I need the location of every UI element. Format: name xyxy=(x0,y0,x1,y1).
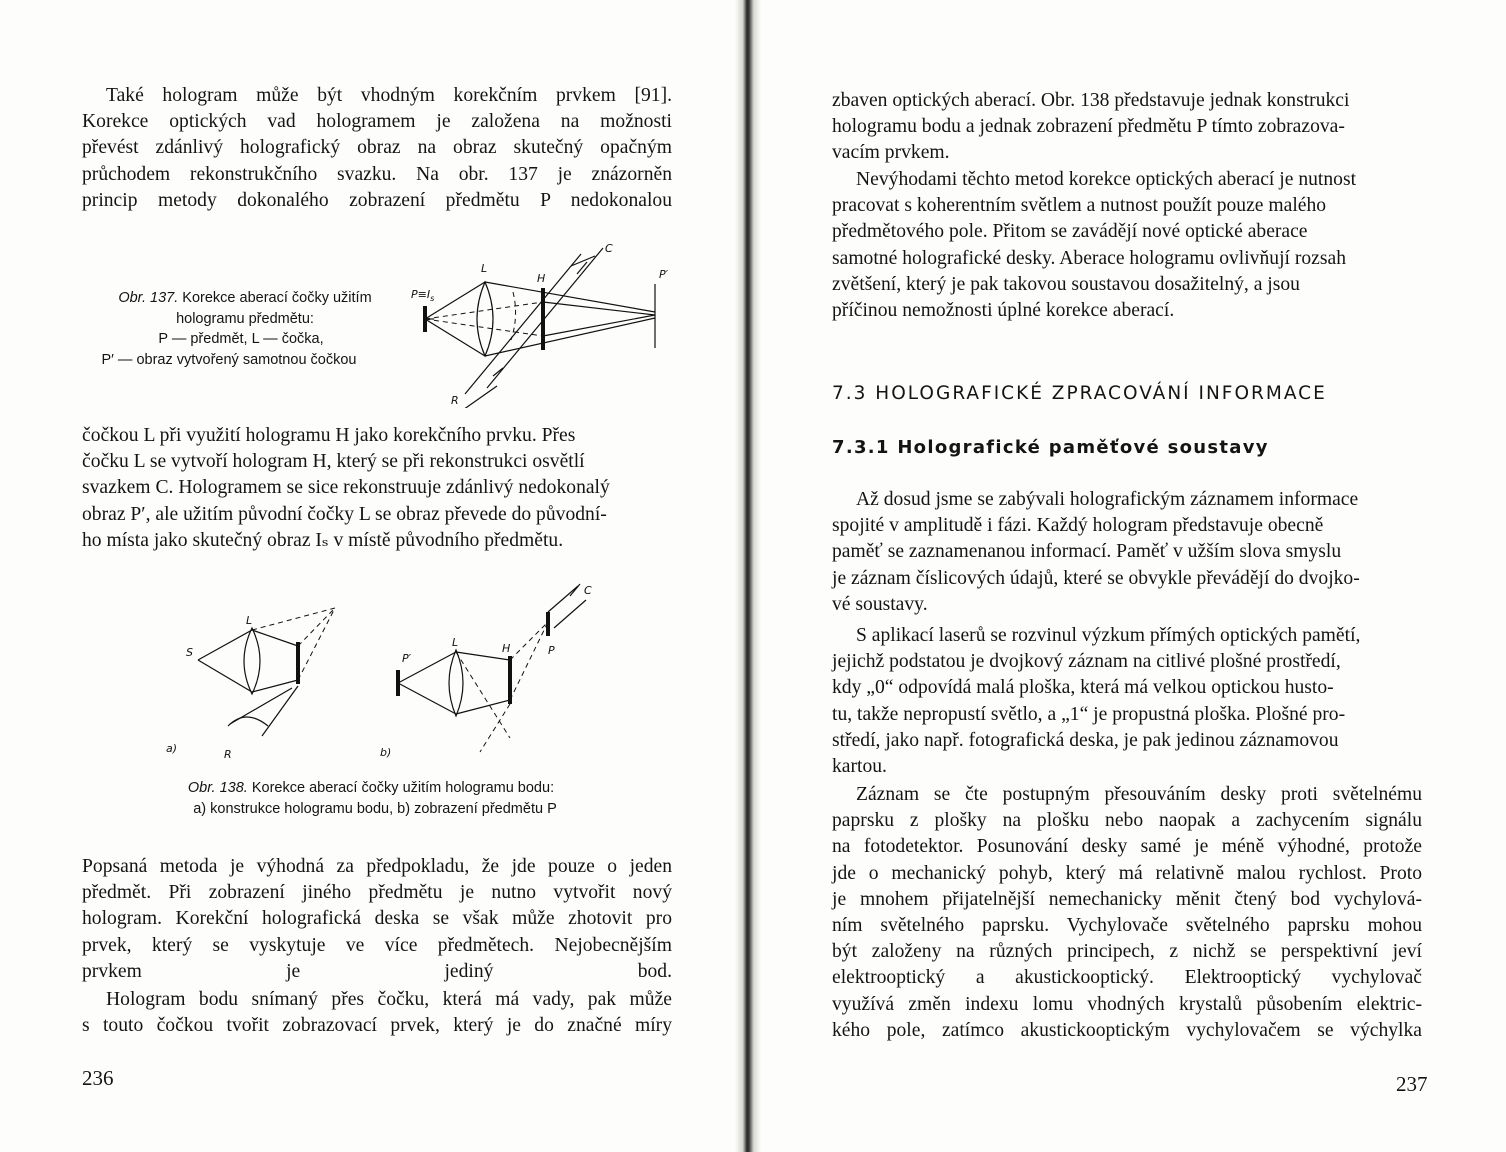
label-b: b) xyxy=(380,746,392,759)
label-h: H xyxy=(502,642,511,655)
left-page xyxy=(0,0,738,1152)
text-line: využívá změn indexu lomu vhodných krystalů působením elektric- xyxy=(832,993,1422,1015)
beam-c-arrow xyxy=(577,262,587,274)
subsection-heading: 7.3.1 Holografické paměťové soustavy xyxy=(832,437,1269,458)
beam-r-line xyxy=(460,386,497,408)
ray-line xyxy=(456,652,510,738)
caption-line: Korekce aberací čočky užitím xyxy=(182,290,372,306)
text-line: Popsaná metoda je výhodná za předpokladu, že jde pouze o jeden xyxy=(82,856,672,877)
figure-137-diagram xyxy=(405,236,680,408)
ray-line xyxy=(425,319,485,356)
label-r: R xyxy=(224,748,232,761)
text-line: prvkem je jediný bod. xyxy=(82,960,672,982)
text-line: elektrooptický a akustickooptický. Elektrooptický vychylovač xyxy=(832,967,1422,989)
section-heading: 7.3 HOLOGRAFICKÉ ZPRACOVÁNÍ INFORMACE xyxy=(832,383,1327,404)
figure-138-diagram xyxy=(150,576,620,768)
text-line: být založeny na různých principech, z nichž se perspektivní jeví xyxy=(832,941,1422,963)
figure-138-label: Obr. 138. xyxy=(187,780,248,796)
text-line: je záznam číslicových údajů, které se obvykle převádějí do dvojko- xyxy=(832,567,1360,589)
figure-137-label: Obr. 137. xyxy=(118,290,179,306)
label-h: H xyxy=(537,272,546,285)
beam-r-line xyxy=(262,686,298,736)
text-line: jejichž podstatou je dvojkový záznam na citlivé plošné prostředí, xyxy=(832,651,1341,673)
label-p-prime: P′ xyxy=(659,268,669,281)
page-number: 237 xyxy=(1396,1072,1428,1096)
figure-137-caption xyxy=(82,288,400,370)
beam-c-line xyxy=(548,586,578,612)
text-line: S aplikací laserů se rozvinul výzkum přímých optických pamětí, xyxy=(856,625,1361,646)
text-line: předmětového pole. Přitom se zavádějí nové optické aberace xyxy=(832,221,1308,243)
ray-line xyxy=(425,302,543,319)
text-line: kartou. xyxy=(832,756,887,778)
text-line: Až dosud jsme se zabývali holografickým záznamem informace xyxy=(856,489,1359,510)
left-paragraph-1 xyxy=(82,83,672,214)
label-c: C xyxy=(605,242,613,255)
ray-line xyxy=(510,622,548,700)
ray-line xyxy=(543,315,655,336)
text-line: Nevýhodami těchto metod korekce optických aberací je nutnost xyxy=(856,169,1357,190)
text-line: je mnohem přijatelnější nemechanicky měnit čtený bod vychylová- xyxy=(832,888,1422,910)
text-line: s touto čočkou tvořit zobrazovací prvek, který je do značné míry xyxy=(82,1015,672,1037)
text-line: zvětšení, který je pak takovou soustavou dosažitelný, a jsou xyxy=(832,273,1300,295)
text-line: hologramu bodu a jednak zobrazení předmětu P tímto zobrazova- xyxy=(832,116,1345,138)
ray-line xyxy=(252,630,298,646)
text-line: kého pole, zatímco akustickooptickým vychylovačem se výchylka xyxy=(832,1019,1422,1041)
ray-line xyxy=(298,608,335,646)
lens-shape xyxy=(244,628,260,694)
right-paragraph-2 xyxy=(832,167,1422,324)
label-p: P xyxy=(548,644,555,657)
ray-line xyxy=(252,608,335,630)
lens-shape xyxy=(477,282,493,356)
text-line: čočkou L při využití hologramu H jako korekčního prvku. Přes xyxy=(82,425,576,446)
text-line: ním světelného paprsku. Vychylovače světelného paprsku mohou xyxy=(832,915,1422,937)
label-c: C xyxy=(584,584,592,597)
label-l: L xyxy=(246,614,253,627)
text-line: jde o mechanický pohyb, který má relativně malou rychlost. Proto xyxy=(832,862,1422,884)
text-line: Také hologram může být vhodným korekčním prvkem [91]. xyxy=(106,85,672,106)
beam-c-arrow xyxy=(570,584,580,596)
ray-line xyxy=(510,622,548,660)
label-p-is: $P\equiv I_s$ xyxy=(411,288,435,303)
text-line: kdy „0“ odpovídá malá ploška, která má velkou optickou husto- xyxy=(832,677,1334,699)
text-line: prvek, který se vyskytuje ve více předmětech. Nejobecnějším xyxy=(82,934,672,956)
right-paragraph-3 xyxy=(832,487,1422,618)
right-paragraph-5 xyxy=(832,782,1422,1044)
text-line: paměť se zaznamenanou informací. Paměť v užším slova smyslu xyxy=(832,541,1342,563)
beam-c-line xyxy=(487,248,603,388)
text-line: ho místa jako skutečný obraz Iₛ v místě původního předmětu. xyxy=(82,529,564,551)
caption-line: hologramu předmětu: xyxy=(176,310,314,327)
text-line: středí, jako např. fotografická deska, je pak jedinou záznamovou xyxy=(832,729,1339,751)
text-line: příčinou nemožnosti úplné korekce aberací. xyxy=(832,300,1175,322)
text-line: předmět. Při zobrazení jiného předmětu je nutno vytvořit nový xyxy=(82,882,672,904)
ray-line xyxy=(485,318,655,356)
ray-line xyxy=(252,680,298,692)
ray-line xyxy=(456,700,510,714)
left-paragraph-4 xyxy=(82,987,672,1039)
label-s: S xyxy=(186,646,193,659)
right-paragraph-4 xyxy=(832,623,1422,780)
label-l: L xyxy=(452,636,459,649)
text-line: na fotodetektor. Posunování desky samé je méně výhodné, protože xyxy=(832,836,1422,858)
caption-line: P′ — obraz vytvořený samotnou čočkou xyxy=(101,351,357,368)
beam-c-line xyxy=(554,600,586,628)
figure-138a xyxy=(166,608,335,761)
text-line: hologram. Korekční holografická deska se však může zhotovit pro xyxy=(82,908,672,930)
aberration-curve xyxy=(511,292,516,340)
text-line: tu, takže nepropustí světlo, a „1“ je propustná ploška. Plošné pro- xyxy=(832,703,1346,725)
label-a: a) xyxy=(166,742,178,755)
text-line: obraz P′, ale užitím původní čočky L se obraz převede do původní- xyxy=(82,503,607,525)
caption-line: a) konstrukce hologramu bodu, b) zobrazení předmětu P xyxy=(193,800,557,817)
caption-line: P — předmět, L — čočka, xyxy=(158,331,324,347)
left-paragraph-3 xyxy=(82,854,672,985)
text-line: vacím prvkem. xyxy=(832,142,950,164)
beam-c-line xyxy=(465,254,581,394)
text-line: pracovat s koherentním světlem a nutnost použít pouze malého xyxy=(832,195,1327,217)
text-line: průchodem rekonstrukčního svazku. Na obr. 137 je znázorněn xyxy=(82,163,672,185)
right-paragraph-1 xyxy=(832,88,1422,167)
text-line: svazkem C. Hologramem se sice rekonstruuje zdánlivý nedokonalý xyxy=(82,477,610,499)
right-page xyxy=(758,0,1506,1152)
page-number: 236 xyxy=(82,1066,114,1090)
left-paragraph-2 xyxy=(82,423,672,554)
ray-line xyxy=(398,683,456,714)
figure-138-caption xyxy=(82,778,672,819)
text-line: Záznam se čte postupným přesouváním desky proti světelnému xyxy=(856,784,1422,805)
text-line: princip metody dokonalého zobrazení předmětu P nedokonalou xyxy=(82,189,672,211)
label-p-prime: P′ xyxy=(402,652,412,665)
text-line: Hologram bodu snímaný přes čočku, která má vady, pak může xyxy=(106,989,672,1010)
figure-138b xyxy=(380,584,592,759)
text-line: vé soustavy. xyxy=(832,593,928,615)
label-r: R xyxy=(451,394,459,407)
text-line: samotné holografické desky. Aberace hologramu ovlivňují rozsah xyxy=(832,247,1347,269)
ray-line xyxy=(480,704,510,752)
ray-line xyxy=(485,282,655,312)
ray-line xyxy=(298,608,335,680)
text-line: čočku L se vytvoří hologram H, který se při rekonstrukci osvětlí xyxy=(82,451,585,473)
label-l: L xyxy=(481,262,488,275)
beam-r-front xyxy=(228,717,268,726)
text-line: Korekce optických vad hologramem je založena na možnosti xyxy=(82,111,672,133)
text-line: spojité v amplitudě i fázi. Každý hologram představuje obecně xyxy=(832,515,1324,537)
text-line: paprsku z plošky na plošku nebo naopak a zachycením signálu xyxy=(832,810,1422,832)
text-line: převést zdánlivý holografický obraz na obraz skutečný opačným xyxy=(82,137,672,159)
caption-line: Korekce aberací čočky užitím hologramu bodu: xyxy=(251,780,555,796)
text-line: zbaven optických aberací. Obr. 138 představuje jednak konstrukci xyxy=(832,90,1350,111)
